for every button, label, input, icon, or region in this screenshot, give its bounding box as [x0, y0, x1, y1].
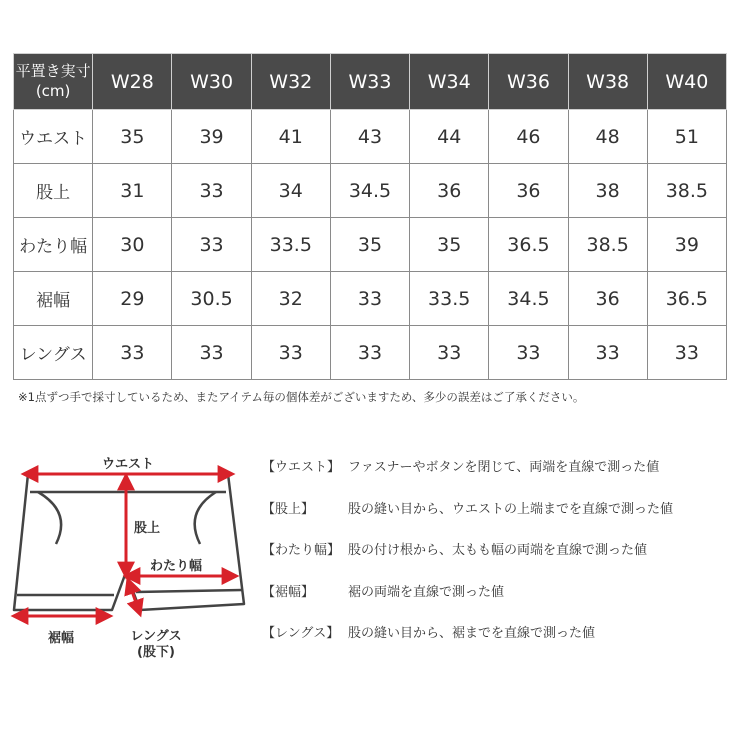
header-unit: (cm) [35, 81, 71, 100]
table-cell: 33 [568, 326, 647, 380]
legend-item [262, 498, 732, 540]
table-cell: 39 [172, 110, 251, 164]
table-cell: 51 [647, 110, 726, 164]
right-hem-line [136, 590, 242, 592]
table-cell: 33 [172, 164, 251, 218]
diagram-thigh-label: わたり幅 [150, 559, 203, 574]
table-cell: 36 [489, 164, 568, 218]
legend-item [262, 622, 732, 664]
shorts-outline [14, 474, 244, 610]
table-cell: 36 [410, 164, 489, 218]
table-cell: 36.5 [647, 272, 726, 326]
legend-term: 【裾幅】 [262, 584, 315, 600]
table-cell: 34 [251, 164, 330, 218]
legend-desc: 股の付け根から、太もも幅の両端を直線で測った値 [348, 543, 648, 558]
table-cell: 36.5 [489, 218, 568, 272]
size-table [13, 53, 727, 380]
legend-desc: 裾の両端を直線で測った値 [348, 584, 505, 600]
diagram-rise-label: 股上 [134, 521, 161, 536]
table-cell: 33 [647, 326, 726, 380]
left-pocket [38, 492, 61, 544]
diagram-waist-label: ウエスト [101, 457, 155, 472]
size-header: W38 [568, 54, 647, 110]
size-header: W40 [647, 54, 726, 110]
table-cell: 35 [330, 218, 409, 272]
length-arrow [128, 580, 140, 614]
table-cell: 29 [93, 272, 172, 326]
legend-desc: 股の縫い目から、ウエストの上端までを直線で測った値 [348, 501, 674, 517]
table-row [14, 272, 727, 326]
table-cell: 46 [489, 110, 568, 164]
right-pocket [195, 492, 216, 544]
table-cell: 32 [251, 272, 330, 326]
table-row [14, 110, 727, 164]
table-cell: 33 [489, 326, 568, 380]
table-cell: 38.5 [647, 164, 726, 218]
measurement-note: ※1点ずつ手で採寸しているため、またアイテム毎の個体差がございますため、多少の誤差はご了承ください。 [18, 390, 585, 404]
legend-item [262, 456, 732, 498]
table-cell: 41 [251, 110, 330, 164]
legend-item [262, 581, 732, 623]
table-cell: 33.5 [251, 218, 330, 272]
row-label: レングス [14, 326, 93, 380]
table-cell: 36 [568, 272, 647, 326]
row-label: わたり幅 [14, 218, 93, 272]
table-cell: 33 [172, 218, 251, 272]
table-cell: 33 [410, 326, 489, 380]
table-cell: 43 [330, 110, 409, 164]
legend-desc: 股の縫い目から、裾までを直線で測った値 [348, 626, 596, 641]
table-cell: 33 [251, 326, 330, 380]
legend-desc: ファスナーやボタンを閉じて、両端を直線で測った値 [348, 460, 660, 475]
size-header: W28 [93, 54, 172, 110]
table-cell: 33 [330, 326, 409, 380]
legend-term: 【わたり幅】 [262, 543, 341, 558]
diagram-hem-label: 裾幅 [48, 631, 75, 646]
diagram-length-label: レングス [130, 629, 182, 644]
measurement-legend [262, 456, 732, 664]
legend-term: 【ウエスト】 [262, 460, 341, 475]
table-cell: 48 [568, 110, 647, 164]
table-cell: 30 [93, 218, 172, 272]
table-cell: 34.5 [489, 272, 568, 326]
legend-term: 【股上】 [262, 501, 315, 517]
table-cell: 33 [172, 326, 251, 380]
table-cell: 33 [93, 326, 172, 380]
table-cell: 33 [330, 272, 409, 326]
row-label: 股上 [14, 164, 93, 218]
size-header: W33 [330, 54, 409, 110]
size-header: W34 [410, 54, 489, 110]
table-cell: 31 [93, 164, 172, 218]
table-cell: 30.5 [172, 272, 251, 326]
size-header: W36 [489, 54, 568, 110]
size-header: W32 [251, 54, 330, 110]
table-row [14, 326, 727, 380]
shorts-diagram [0, 440, 260, 670]
table-cell: 34.5 [330, 164, 409, 218]
table-cell: 33.5 [410, 272, 489, 326]
table-cell: 38.5 [568, 218, 647, 272]
table-row [14, 218, 727, 272]
diagram-length-sub-label: (股下) [137, 645, 175, 660]
header-corner [14, 54, 93, 110]
table-cell: 38 [568, 164, 647, 218]
row-label: 裾幅 [14, 272, 93, 326]
size-header: W30 [172, 54, 251, 110]
legend-item [262, 539, 732, 581]
table-cell: 35 [410, 218, 489, 272]
table-cell: 39 [647, 218, 726, 272]
header-row [14, 54, 727, 110]
legend-term: 【レングス】 [262, 626, 340, 641]
table-cell: 44 [410, 110, 489, 164]
header-corner-label: 平置き実寸 [15, 62, 91, 80]
table-row [14, 164, 727, 218]
table-cell: 35 [93, 110, 172, 164]
row-label: ウエスト [14, 110, 93, 164]
